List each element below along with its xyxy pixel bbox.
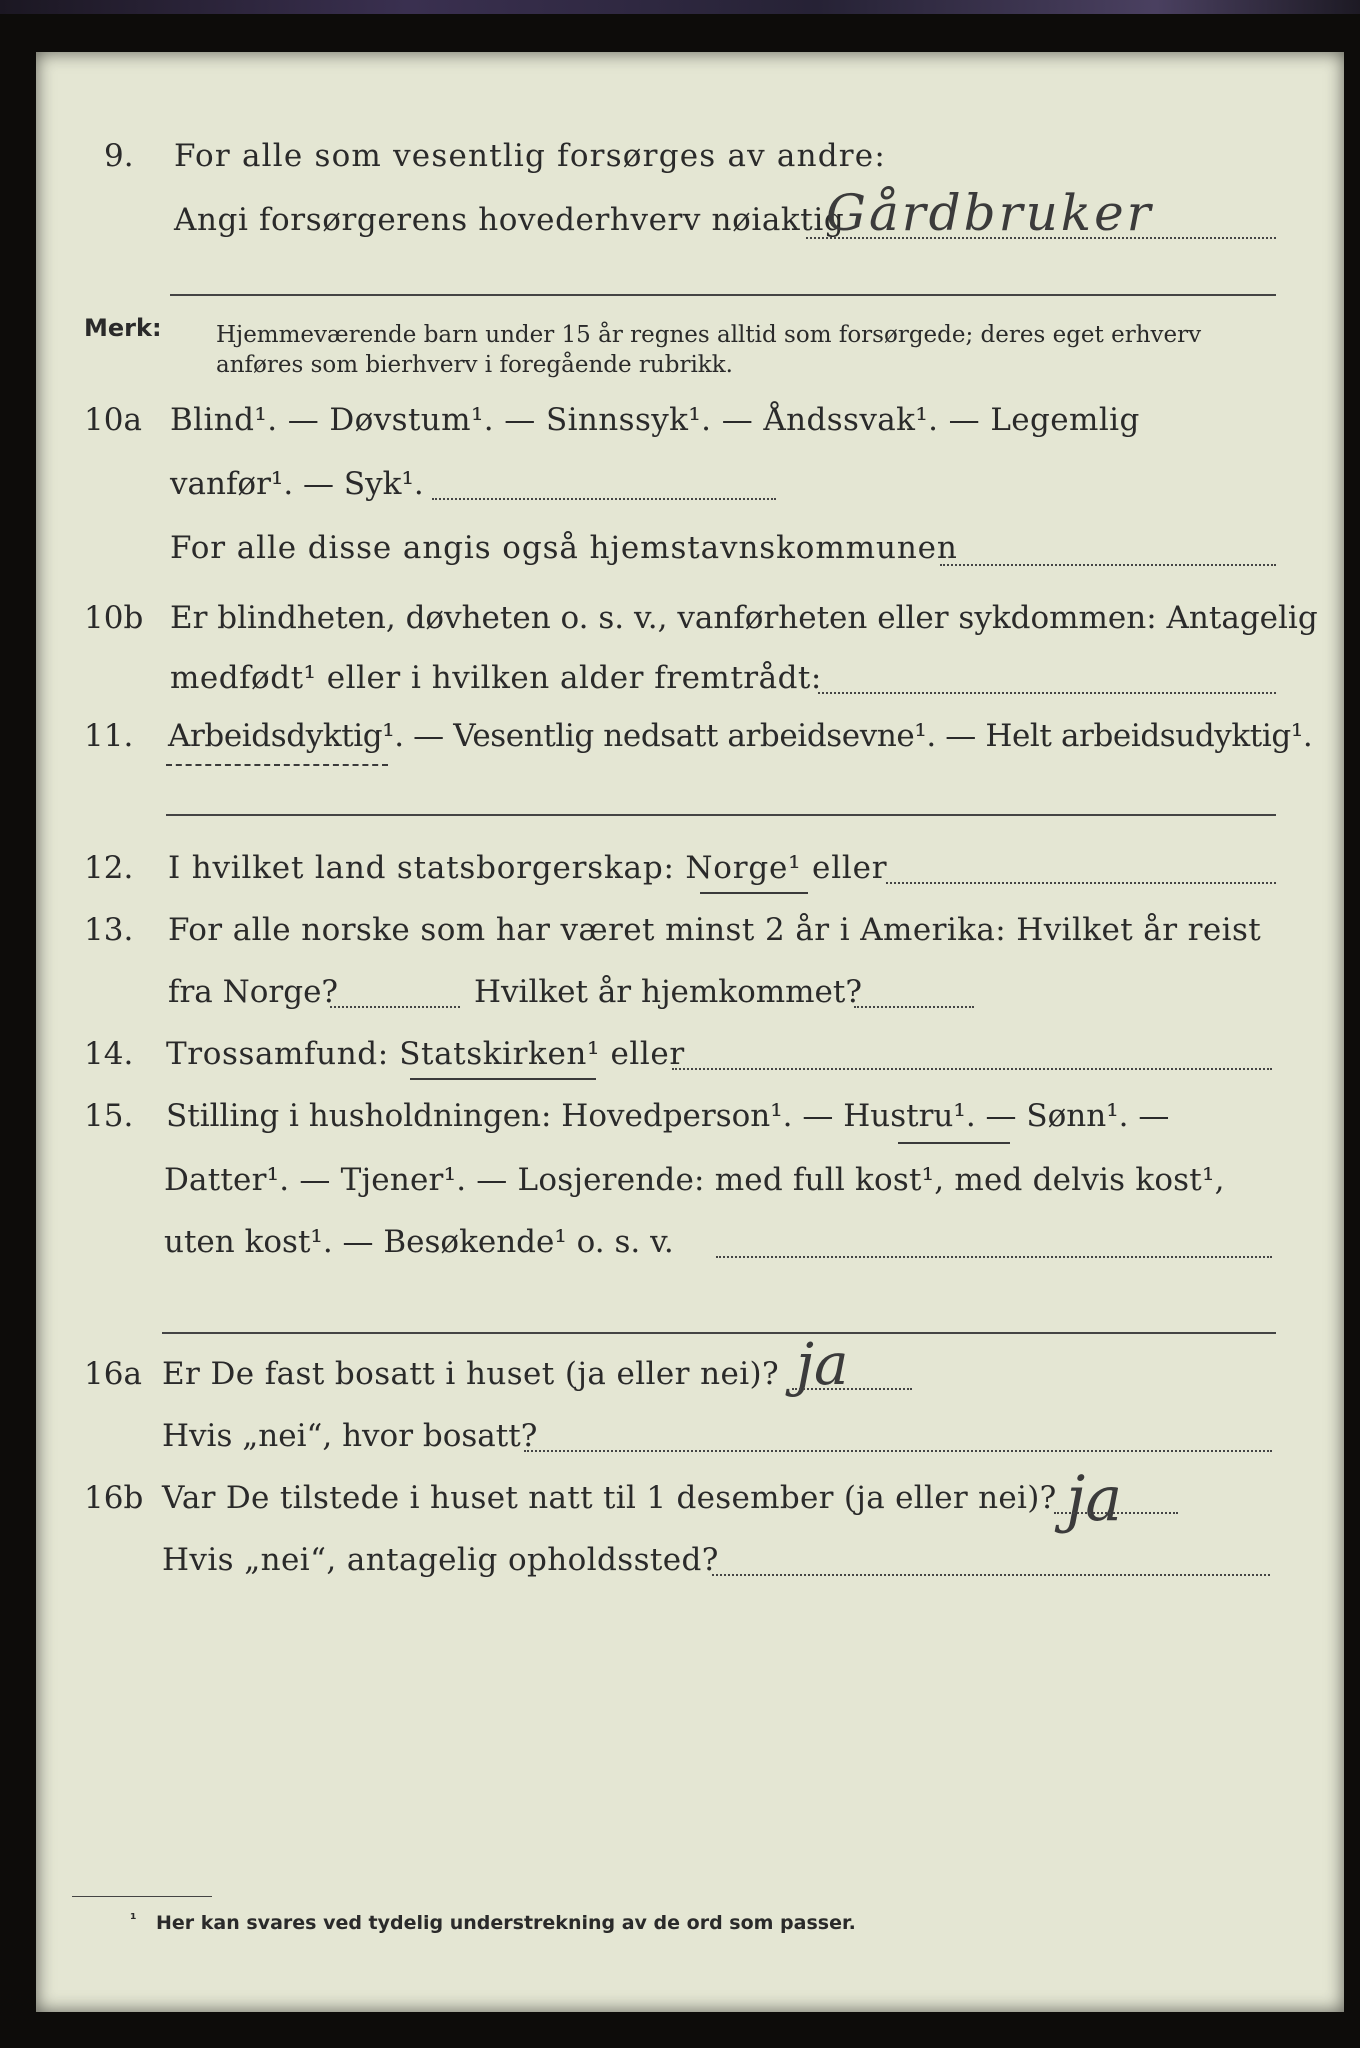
q12-line1: I hvilket land statsborgerskap: Norge¹ eller [168,850,888,886]
q14-line1: Trossamfund: Statskirken¹ eller [166,1036,685,1072]
q16b-line2: Hvis „nei“, antagelig opholdssted? [162,1542,719,1578]
q10b-answer-line [818,692,1276,694]
q15-hustru-underline[interactable] [898,1142,1010,1144]
q15-line1: Stilling i husholdningen: Hovedperson¹. — Hustru¹. — Sønn¹. — [166,1098,1170,1134]
merk-line2: anføres som bierhverv i foregående rubrikk. [216,352,733,378]
q9-line2: Angi forsørgerens hovederhverv nøiaktig [174,202,845,238]
q9-line1: For alle som vesentlig forsørges av andre: [174,138,886,174]
q10a-line3: For alle disse angis også hjemstavnskommunen [170,530,958,566]
q11-extra-line [166,814,1276,816]
q10a-syk-line [432,498,776,500]
q15-extra-line [162,1332,1276,1334]
q9-handwritten-answer[interactable]: Gårdbruker [826,184,1154,242]
q15-answer-line [716,1256,1272,1258]
q10a-number: 10a [84,402,142,438]
merk-line1: Hjemmeværende barn under 15 år regnes alltid som forsørgede; deres eget erhverv [216,322,1202,348]
q10b-number: 10b [84,600,144,636]
q10b-line2: medfødt¹ eller i hvilken alder fremtrådt: [170,660,822,696]
q16a-handwritten-answer[interactable]: ja [796,1330,849,1398]
q9-extra-line [170,294,1276,296]
q15-line2: Datter¹. — Tjener¹. — Losjerende: med full kost¹, med delvis kost¹, [164,1162,1225,1198]
q16a-answer-line [792,1388,912,1390]
q13-line1: For alle norske som har været minst 2 år i Amerika: Hvilket år reist [168,912,1262,948]
q16a-line1: Er De fast bosatt i huset (ja eller nei)? [162,1356,780,1392]
q16b-answer-line [1054,1512,1178,1514]
q14-statskirken-underline[interactable] [410,1078,596,1080]
footnote-rule [72,1896,212,1897]
q16a-line2: Hvis „nei“, hvor bosatt? [162,1418,538,1454]
q16b-number: 16b [84,1480,144,1516]
q16b-handwritten-answer[interactable]: ja [1066,1462,1123,1535]
q10a-kommune-line [940,564,1276,566]
q14-answer-line [672,1068,1272,1070]
q16a-number: 16a [84,1356,142,1392]
scan-edge-strip [0,0,1360,14]
q10a-line1: Blind¹. — Døvstum¹. — Sinnssyk¹. — Åndssvak¹. — Legemlig [170,402,1140,438]
footnote-text: Her kan svares ved tydelig understrekning av de ord som passer. [156,1912,856,1934]
q11-line1: Arbeidsdyktig¹. — Vesentlig nedsatt arbeidsevne¹. — Helt arbeidsudyktig¹. [168,718,1313,754]
q12-norge-underline[interactable] [700,892,808,894]
q14-number: 14. [84,1036,134,1072]
q15-line3: uten kost¹. — Besøkende¹ o. s. v. [164,1224,674,1260]
q11-arbeidsdyktig-underline[interactable] [166,764,388,766]
q9-number: 9. [104,138,134,174]
q13-hjemkommet-line [854,1006,974,1008]
merk-label: Merk: [84,314,162,342]
q11-number: 11. [84,718,134,754]
q10b-line1: Er blindheten, døvheten o. s. v., vanførheten eller sykdommen: Antagelig [170,600,1318,636]
q13-number: 13. [84,912,134,948]
q13-line2b: Hvilket år hjemkommet? [474,974,862,1010]
q13-reist-line [330,1006,460,1008]
q12-answer-line [886,882,1276,884]
q10a-line2: vanfør¹. — Syk¹. [170,466,424,502]
q15-number: 15. [84,1098,134,1134]
q16a-bosatt-line [524,1450,1272,1452]
q16b-opholdssted-line [712,1574,1270,1576]
q16b-line1: Var De tilstede i huset natt til 1 desember (ja eller nei)? [162,1480,1057,1516]
q13-line2a: fra Norge? [168,974,339,1010]
q12-number: 12. [84,850,134,886]
census-form-page [36,52,1344,2012]
footnote-mark: ¹ [130,1910,137,1928]
